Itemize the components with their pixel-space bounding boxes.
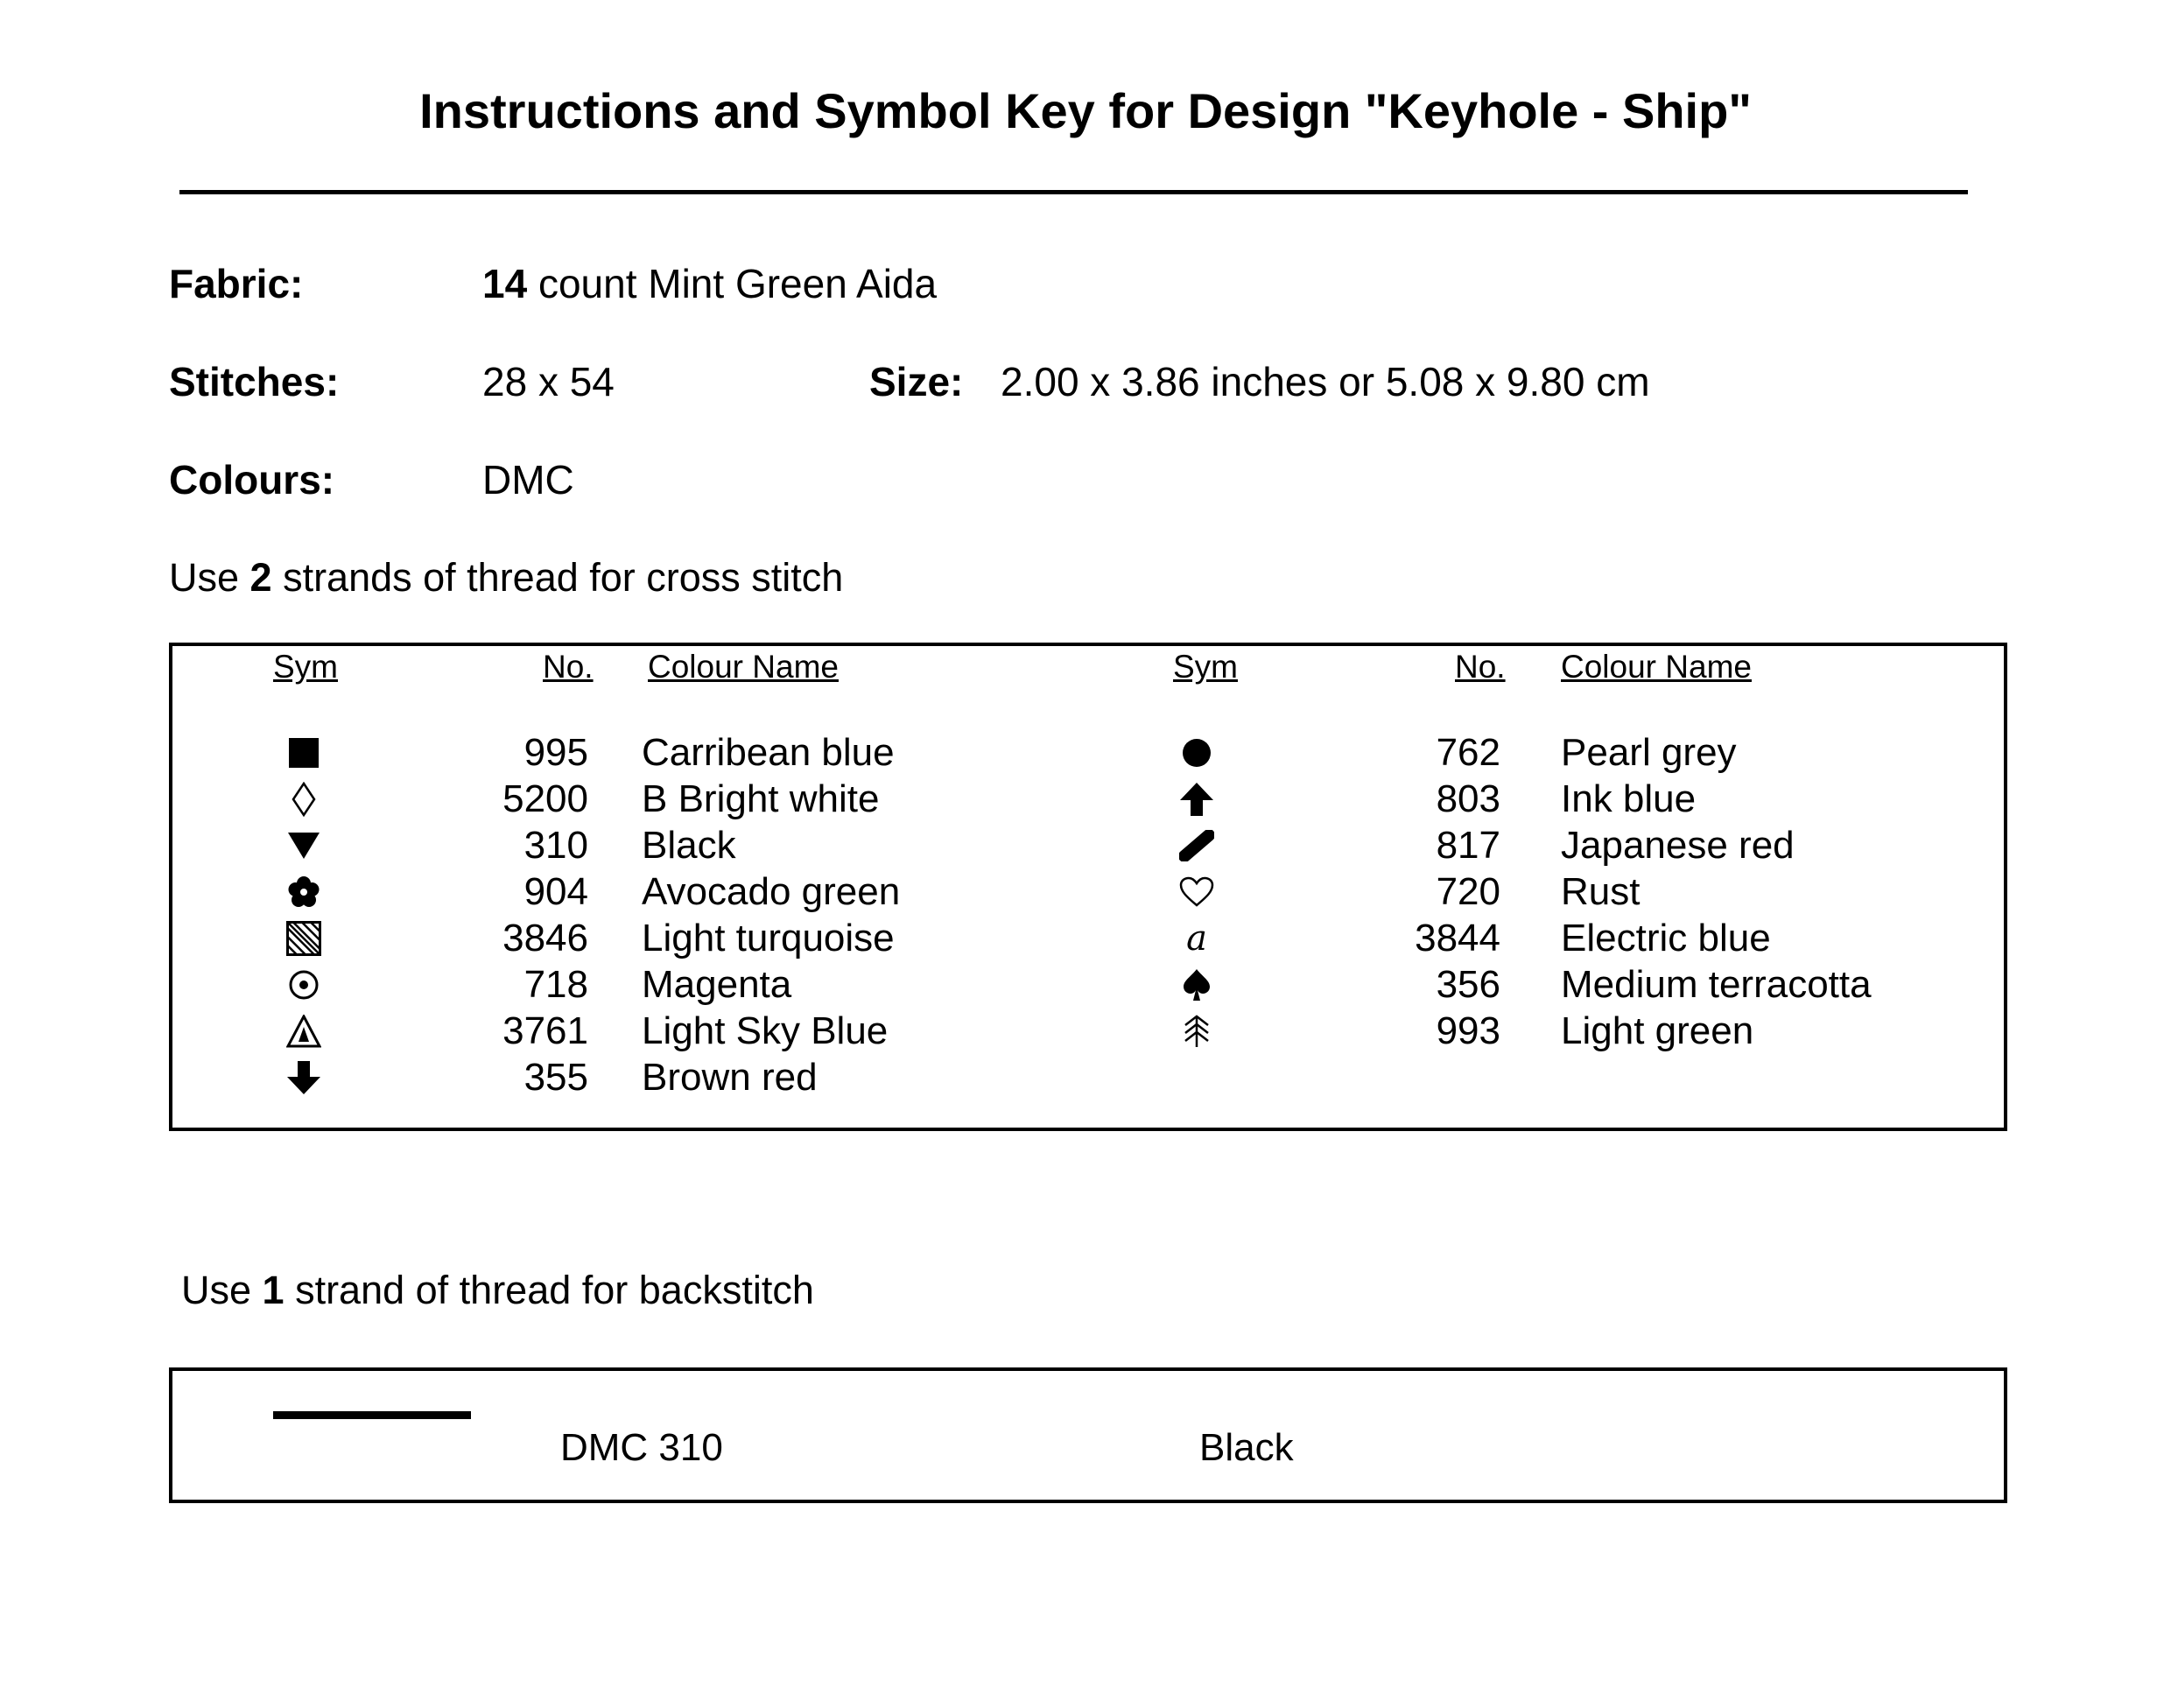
- colour-number: 762: [1436, 731, 1500, 774]
- colour-name: Electric blue: [1561, 917, 1771, 959]
- filled-down-triangle-icon: [269, 823, 339, 868]
- colour-number: 356: [1436, 963, 1500, 1006]
- title-divider: [179, 190, 1968, 194]
- header-colour-name-right: Colour Name: [1561, 649, 1752, 685]
- note-suffix: strands of thread for cross stitch: [271, 555, 844, 600]
- header-no-right: No.: [1455, 649, 1506, 685]
- spade-icon: [1162, 962, 1232, 1008]
- colour-name: Rust: [1561, 870, 1641, 913]
- header-no-left: No.: [543, 649, 594, 685]
- up-arrow-icon: [1162, 777, 1232, 822]
- diagonal-capsule-icon: [1162, 823, 1232, 868]
- fabric-label: Fabric:: [169, 261, 304, 306]
- filled-square-icon: [269, 730, 339, 776]
- down-arrow-icon: [269, 1055, 339, 1100]
- outline-diamond-icon: [269, 777, 339, 822]
- colour-number: 310: [523, 824, 588, 867]
- colour-name: Black: [642, 824, 736, 867]
- colour-number: 355: [523, 1056, 588, 1099]
- backstitch-colour-name: Black: [1199, 1426, 1294, 1469]
- colours-value: DMC: [482, 457, 574, 503]
- hatched-square-icon: [269, 916, 339, 961]
- colour-number: 993: [1436, 1009, 1500, 1052]
- script-a-icon: a: [1186, 918, 1207, 959]
- colour-number: 5200: [502, 777, 588, 820]
- stitches-label: Stitches:: [169, 359, 340, 404]
- header-sym-right: Sym: [1173, 649, 1238, 685]
- colour-number: 718: [523, 963, 588, 1006]
- dotted-circle-icon: [269, 962, 339, 1008]
- colours-label: Colours:: [169, 457, 335, 503]
- colour-name: Brown red: [642, 1056, 818, 1099]
- stitches-value: 28 x 54: [482, 359, 615, 404]
- triple-chevron-up-icon: [1162, 1009, 1232, 1054]
- flower-icon: [269, 869, 339, 915]
- note-suffix: strand of thread for backstitch: [284, 1268, 814, 1312]
- backstitch-code: DMC 310: [560, 1426, 723, 1469]
- colour-name: Medium terracotta: [1561, 963, 1872, 1006]
- colour-number: 904: [523, 870, 588, 913]
- colour-number: 3844: [1415, 917, 1500, 959]
- backstitch-strand-count: 1: [262, 1268, 285, 1312]
- header-sym-left: Sym: [273, 649, 338, 685]
- page-title: Instructions and Symbol Key for Design "Keyhole - Ship": [419, 83, 1752, 138]
- colour-number: 720: [1436, 870, 1500, 913]
- colour-name: Magenta: [642, 963, 792, 1006]
- colour-number: 817: [1436, 824, 1500, 867]
- nested-triangle-icon: [269, 1009, 339, 1054]
- backstitch-key-table: [169, 1367, 2007, 1503]
- size-value: 2.00 x 3.86 inches or 5.08 x 9.80 cm: [1001, 359, 1650, 404]
- colour-name: Carribean blue: [642, 731, 895, 774]
- cross-stitch-strand-count: 2: [249, 555, 272, 600]
- cross-stitch-note: [169, 553, 843, 602]
- filled-circle-icon: [1162, 730, 1232, 776]
- fabric-description: count Mint Green Aida: [527, 261, 938, 306]
- backstitch-line-sample: [273, 1411, 471, 1419]
- symbol-key-table: [169, 643, 2007, 1131]
- colour-name: Light turquoise: [642, 917, 895, 959]
- note-prefix: Use: [181, 1268, 263, 1312]
- note-prefix: Use: [169, 555, 250, 600]
- colour-name: Pearl grey: [1561, 731, 1737, 774]
- backstitch-note: [181, 1266, 814, 1315]
- colour-name: Light green: [1561, 1009, 1754, 1052]
- outline-heart-icon: [1162, 869, 1232, 915]
- colour-number: 3761: [502, 1009, 588, 1052]
- colour-number: 803: [1436, 777, 1500, 820]
- size-label: Size:: [869, 359, 964, 404]
- fabric-count: 14: [482, 261, 528, 306]
- fabric-value: [482, 259, 937, 308]
- header-colour-name-left: Colour Name: [648, 649, 839, 685]
- colour-name: Light Sky Blue: [642, 1009, 889, 1052]
- colour-name: Avocado green: [642, 870, 901, 913]
- colour-name: B Bright white: [642, 777, 880, 820]
- colour-name: Ink blue: [1561, 777, 1697, 820]
- colour-number: 3846: [502, 917, 588, 959]
- colour-number: 995: [523, 731, 588, 774]
- colour-name: Japanese red: [1561, 824, 1795, 867]
